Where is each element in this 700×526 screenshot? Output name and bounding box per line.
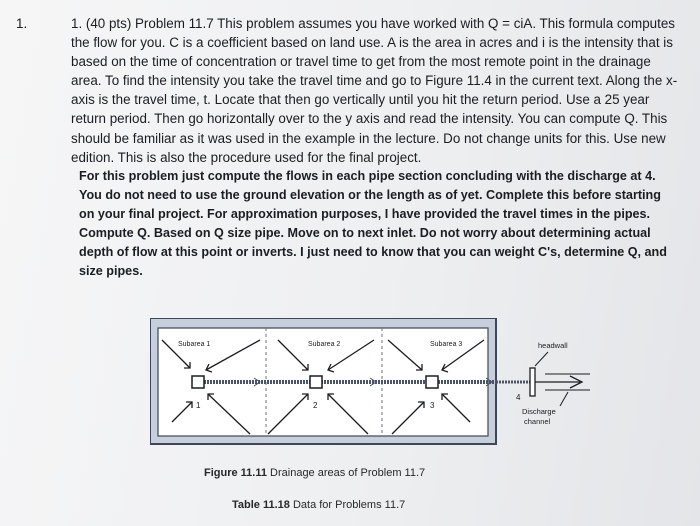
table-caption-number: Table 11.18 (232, 499, 290, 511)
figure-caption-text: Drainage areas of Problem 11.7 (266, 467, 426, 479)
outer-list-number: 1. (16, 16, 28, 31)
figure-caption-number: Figure 11.11 (204, 467, 267, 479)
subarea-label: Subarea 1 (178, 341, 211, 348)
discharge-label: channel (524, 417, 551, 426)
headwall-leader (535, 352, 548, 366)
problem-text (8, 14, 692, 281)
problem-paragraph-1: 1. (40 pts) Problem 11.7 This problem assumes you have worked with Q = ciA. This formula computes the flow for you. C is a coefficient based on land use. A is the area in acres and i is the intensity that is based on the time of concentration or travel time to get from the most remote point in the drainage area. To find the intensity you take the travel time and go to Figure 11.4 in the current text. Along the x-axis is the travel time, t. Locate that then go vertically until you hit the return period. Use a 25 year return period. Then go horizontally over to the y axis and read the intensity. You can compute Q. This should be familiar as it was used in the example in the lecture. Do not change units for this. Use new edition. This is also the procedure used for the final project. (71, 16, 678, 165)
table-caption-text: Data for Problems 11.7 (289, 499, 406, 511)
drainage-areas-figure (150, 318, 620, 458)
inlet-box (192, 376, 204, 388)
headwall (530, 368, 535, 396)
inlet-box (426, 376, 438, 388)
inlet-number: 2 (313, 401, 318, 410)
problem-paragraph-2: For this problem just compute the flows in each pipe section concluding with the discharge at 4. You do not need to use the ground elevation or the length as of yet. Complete this before starting on your final project. For approximation purposes, I have provided the travel times in the pipes. Compute Q. Based on Q size pipe. Move on to next inlet. Do not worry about determining actual depth of flow at this point or inverts. I just need to know that you can weight C's, determine Q, and size pipes. (79, 168, 667, 279)
table-caption (232, 499, 700, 511)
discharge-leader (560, 392, 568, 406)
inlet-box (310, 376, 322, 388)
inlet-number: 1 (196, 401, 201, 410)
discharge-label: Discharge (522, 407, 556, 416)
subarea-label: Subarea 3 (430, 341, 463, 348)
figure-caption (204, 467, 700, 479)
headwall-label: headwall (538, 341, 568, 350)
inlet-number: 4 (516, 393, 521, 402)
subarea-label: Subarea 2 (308, 341, 341, 348)
inlet-number: 3 (430, 401, 435, 410)
